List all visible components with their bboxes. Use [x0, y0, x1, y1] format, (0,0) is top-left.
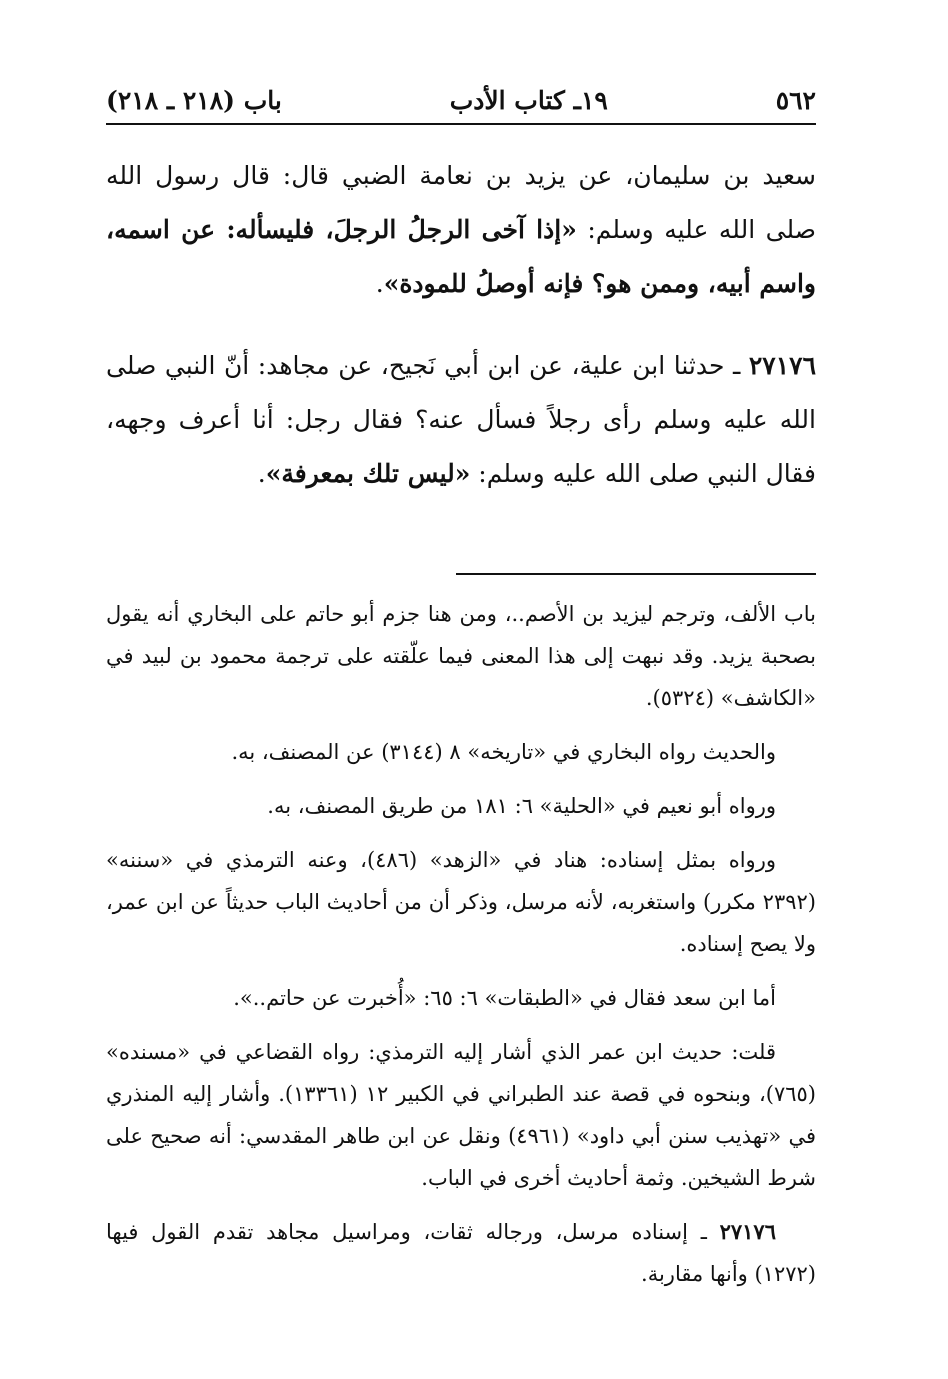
- chapter-label: باب (٢١٨ ـ ٢١٨): [106, 86, 282, 115]
- document-page: [106, 86, 816, 1295]
- page-number: ٥٦٢: [775, 86, 816, 115]
- hadith-paragraph: [106, 149, 816, 311]
- book-title: ١٩ـ كتاب الأدب: [449, 86, 608, 115]
- footnote-text: ـ إسناده مرسل، ورجاله ثقات، ومراسيل مجاهد تقدم القول فيها (١٢٧٢) وأنها مقاربة.: [106, 1220, 816, 1286]
- footnote: قلت: حديث ابن عمر الذي أشار إليه الترمذي: رواه القضاعي في «مسنده» (٧٦٥)، وبنحوه في قصة عند الطبراني في الكبير ١٢ (١٣٣٦١). وأشار إليه المنذري في «تهذيب سنن أبي داود» (٤٩٦١) ونقل عن ابن طاهر المقدسي: أنه صحيح على شرط الشيخين. وثمة أحاديث أخرى في الباب.: [106, 1040, 816, 1190]
- footnote: ورواه أبو نعيم في «الحلية» ٦: ١٨١ من طريق المصنف، به.: [267, 794, 776, 818]
- footnote: والحديث رواه البخاري في «تاريخه» ٨ (٣١٤٤) عن المصنف، به.: [231, 740, 776, 764]
- hadith-number: ٢٧١٧٦: [748, 351, 816, 380]
- hadith-paragraph: [106, 339, 816, 501]
- main-text: [106, 149, 816, 501]
- footnote: باب الألف، وترجم ليزيد بن الأصم..، ومن هنا جزم أبو حاتم على البخاري أنه يقول بصحبة يزيد. وقد نبهت إلى هذا المعنى فيما علّقته على ترجمة محمود بن لبيد في «الكاشف» (٥٣٢٤).: [106, 602, 816, 710]
- hadith-text: ـ حدثنا ابن علية، عن ابن أبي نَجيح، عن مجاهد: أنّ النبي صلى الله عليه وسلم رأى رجلاً فسأل عنه؟ فقال رجل: أنا أعرف وجهه، فقال النبي صلى الله عليه وسلم:: [106, 351, 816, 488]
- hadith-quote: «ليس تلك بمعرفة»: [265, 459, 471, 488]
- footnote-divider: [456, 573, 816, 575]
- hadith-text: سعيد بن سليمان، عن يزيد بن نعامة الضبي قال: قال رسول الله صلى الله عليه وسلم:: [106, 161, 816, 244]
- footnote-number: ٢٧١٧٦: [719, 1219, 776, 1244]
- footnote: ورواه بمثل إسناده: هناد في «الزهد» (٤٨٦)، وعنه الترمذي في «سننه» (٢٣٩٢ مكرر) واستغربه، لأنه مرسل، وذكر أن من أحاديث الباب حديثاً عن ابن عمر، ولا يصح إسناده.: [106, 848, 816, 956]
- footnote: أما ابن سعد فقال في «الطبقات» ٦: ٦٥: «أُخبرت عن حاتم..».: [233, 986, 776, 1010]
- page-header: [106, 86, 816, 125]
- punctuation: .: [375, 269, 384, 298]
- punctuation: .: [257, 459, 266, 488]
- hadith-quote: «إذا آخى الرجلُ الرجلَ، فليسأله: عن اسمه، واسم أبيه، وممن هو؟ فإنه أوصلُ للمودة»: [106, 215, 816, 298]
- footnote: [106, 1211, 816, 1295]
- footnotes: [106, 593, 816, 1295]
